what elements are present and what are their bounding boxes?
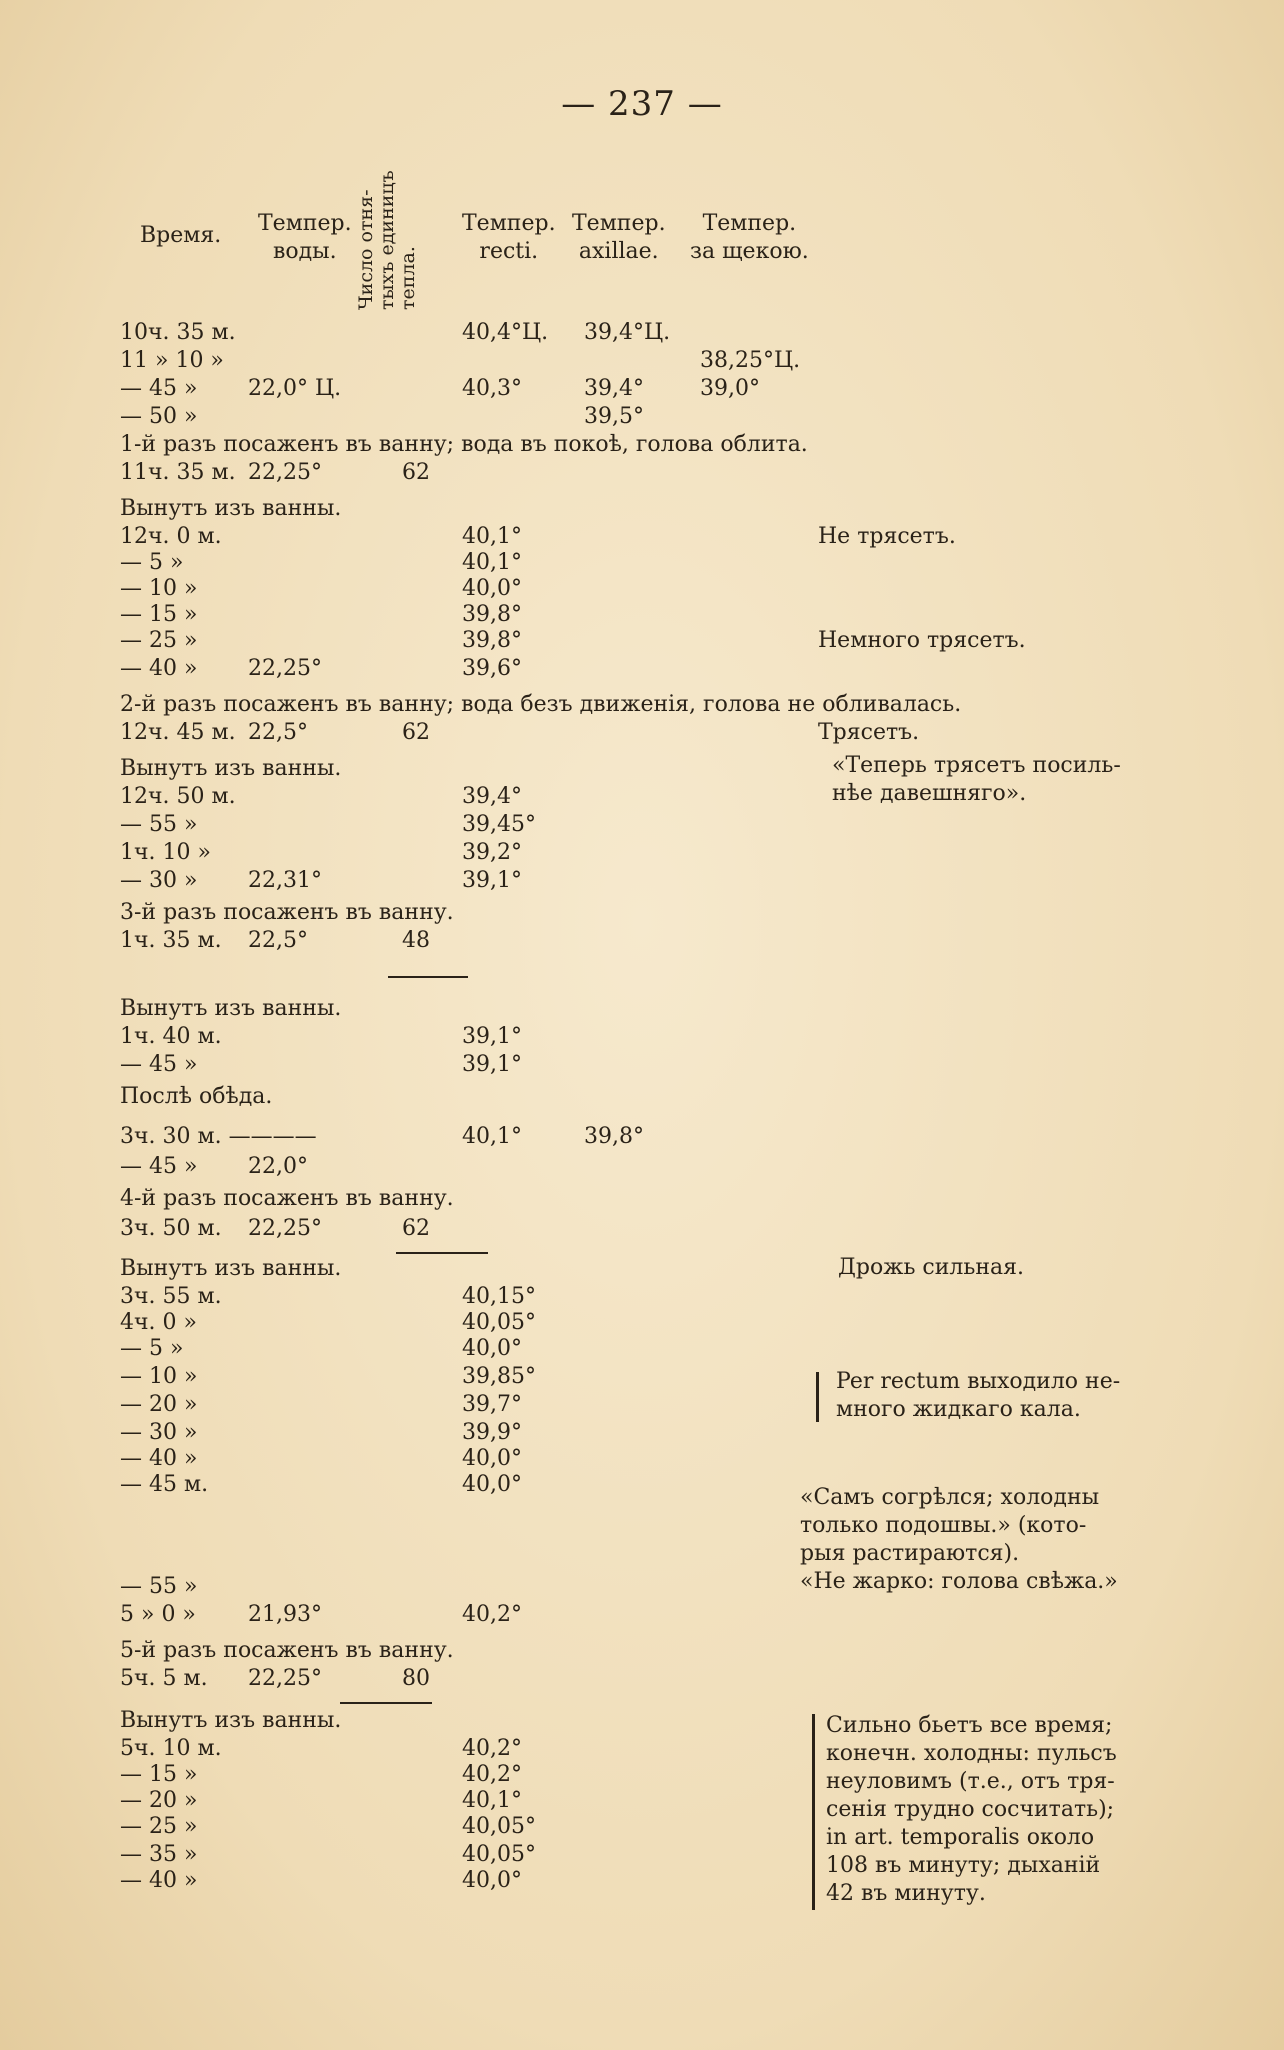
heat-units-cell: 62 (402, 720, 430, 745)
section-line: 1-й разъ посаженъ въ ванну; вода въ покоѣ, голова облита. (120, 432, 808, 457)
rectal-temp-cell: 40,3° (462, 376, 522, 401)
time-cell: 10ч. 35 м. (120, 320, 236, 345)
note-shiver-strong: Дрожь сильная. (838, 1255, 1025, 1280)
rectal-temp-cell: 40,0° (462, 576, 522, 601)
section-line: 2-й разъ посаженъ въ ванну; вода безъ движенія, голова не обливалась. (120, 692, 962, 717)
table-row (0, 810, 1284, 840)
table-row (0, 1214, 1284, 1244)
time-cell: 11ч. 35 м. (120, 460, 236, 485)
rectal-temp-cell: 39,4° (462, 784, 522, 809)
header-rectum: Темпер. recti. (462, 211, 556, 264)
time-cell: — 35 » (120, 1842, 198, 1867)
table-row (0, 1152, 1284, 1182)
water-temp-cell: 22,31° (248, 868, 322, 893)
water-temp-cell: 22,5° (248, 928, 308, 953)
note-warmed-up: «Самъ согрѣлся; холодны только подошвы.» (кото- рыя растираются). «Не жарко: голова свѣжа.» (800, 1485, 1118, 1594)
section-line: Вынутъ изъ ванны. (120, 996, 342, 1021)
time-cell: 11 » 10 » (120, 348, 224, 373)
axillary-temp-cell: 39,4°Ц. (584, 320, 671, 345)
time-cell: — 45 м. (120, 1472, 209, 1497)
time-cell: — 25 » (120, 628, 198, 653)
water-temp-cell: 22,25° (248, 460, 322, 485)
table-row (0, 1334, 1284, 1364)
rule-bath-3 (388, 976, 468, 978)
time-cell: — 55 » (120, 1574, 198, 1599)
table-row (0, 718, 1284, 748)
rectal-temp-cell: 40,0° (462, 1446, 522, 1471)
rectal-temp-cell: 40,2° (462, 1736, 522, 1761)
time-cell: 5ч. 10 м. (120, 1736, 222, 1761)
rectal-temp-cell: 39,9° (462, 1420, 522, 1445)
page-number: — 237 — (561, 84, 723, 124)
remark-cell: Трясетъ. (818, 720, 920, 745)
time-cell: — 40 » (120, 656, 198, 681)
time-cell: 3ч. 30 м. ———— (120, 1124, 317, 1149)
section-line: 5-й разъ посаженъ въ ванну. (120, 1638, 454, 1663)
rule-bath-4 (396, 1252, 488, 1254)
axillary-temp-cell: 39,5° (584, 404, 644, 429)
rectal-temp-cell: 39,1° (462, 1024, 522, 1049)
time-cell: — 25 » (120, 1814, 198, 1839)
header-axilla: Темпер. axillae. (572, 211, 666, 264)
rectal-temp-cell: 39,1° (462, 868, 522, 893)
water-temp-cell: 22,25° (248, 1666, 322, 1691)
time-cell: — 15 » (120, 602, 198, 627)
remark-cell: Не трясетъ. (818, 524, 956, 549)
header-cheek: Темпер. за щекою. (690, 211, 809, 264)
rectal-temp-cell: 40,0° (462, 1472, 522, 1497)
table-row (0, 1050, 1284, 1080)
heat-units-cell: 62 (402, 1216, 430, 1241)
time-cell: — 30 » (120, 1420, 198, 1445)
rectal-temp-cell: 40,05° (462, 1814, 536, 1839)
table-row (0, 402, 1284, 432)
table-row (0, 374, 1284, 404)
time-cell: — 40 » (120, 1446, 198, 1471)
time-cell: — 15 » (120, 1762, 198, 1787)
table-row (0, 838, 1284, 868)
header-units: Число отня- тыхъ единицъ тепла. (355, 170, 419, 310)
table-row (0, 318, 1284, 348)
time-cell: 4ч. 0 » (120, 1310, 197, 1335)
rectal-temp-cell: 40,1° (462, 1788, 522, 1813)
brace-per-rectum (816, 1372, 819, 1422)
rectal-temp-cell: 39,2° (462, 840, 522, 865)
table-row (0, 1600, 1284, 1630)
time-cell: 3ч. 50 м. (120, 1216, 222, 1241)
water-temp-cell: 22,0° Ц. (248, 376, 342, 401)
rule-bath-5 (340, 1702, 432, 1704)
heat-units-cell: 48 (402, 928, 430, 953)
section-line: Вынутъ изъ ванны. (120, 1256, 342, 1281)
water-temp-cell: 21,93° (248, 1602, 322, 1627)
rectal-temp-cell: 40,0° (462, 1868, 522, 1893)
table-row (0, 654, 1284, 684)
time-cell: — 10 » (120, 576, 198, 601)
header-time: Время. (140, 223, 222, 248)
time-cell: 1ч. 40 м. (120, 1024, 222, 1049)
table-row (0, 346, 1284, 376)
time-cell: — 20 » (120, 1392, 198, 1417)
time-cell: 12ч. 45 м. (120, 720, 236, 745)
rectal-temp-cell: 40,1° (462, 1124, 522, 1149)
table-row (0, 866, 1284, 896)
time-cell: — 45 » (120, 376, 198, 401)
time-cell: — 40 » (120, 1868, 198, 1893)
cheek-temp-cell: 39,0° (700, 376, 760, 401)
note-beats: Сильно бьетъ все время; конечн. холодны: пульсъ неуловимъ (т.е., отъ тря- сенія трудно сосчитать); in art. temporalis около 108 въ минуту; дыханій 42 въ минуту. (826, 1713, 1117, 1906)
cheek-temp-cell: 38,25°Ц. (700, 348, 801, 373)
time-cell: — 20 » (120, 1788, 198, 1813)
rectal-temp-cell: 40,2° (462, 1762, 522, 1787)
rectal-temp-cell: 39,8° (462, 602, 522, 627)
rectal-temp-cell: 40,1° (462, 550, 522, 575)
table-row (0, 626, 1284, 656)
table-row (0, 926, 1284, 956)
axillary-temp-cell: 39,8° (584, 1124, 644, 1149)
rectal-temp-cell: 39,8° (462, 628, 522, 653)
time-cell: — 5 » (120, 1336, 184, 1361)
time-cell: — 45 » (120, 1154, 198, 1179)
remark-cell: Немного трясетъ. (818, 628, 1026, 653)
rectal-temp-cell: 39,85° (462, 1364, 536, 1389)
water-temp-cell: 22,25° (248, 1216, 322, 1241)
table-row (0, 1022, 1284, 1052)
time-cell: 5ч. 5 м. (120, 1666, 208, 1691)
time-cell: — 5 » (120, 550, 184, 575)
table-row (0, 1664, 1284, 1694)
section-line: Вынутъ изъ ванны. (120, 496, 342, 521)
rectal-temp-cell: 40,1° (462, 524, 522, 549)
axillary-temp-cell: 39,4° (584, 376, 644, 401)
water-temp-cell: 22,25° (248, 656, 322, 681)
table-row (0, 458, 1284, 488)
heat-units-cell: 62 (402, 460, 430, 485)
rectal-temp-cell: 40,2° (462, 1602, 522, 1627)
water-temp-cell: 22,0° (248, 1154, 308, 1179)
table-row (0, 1122, 1284, 1152)
section-line: Послѣ обѣда. (120, 1084, 273, 1109)
time-cell: 12ч. 50 м. (120, 784, 236, 809)
section-line: Вынутъ изъ ванны. (120, 1708, 342, 1733)
rectal-temp-cell: 39,1° (462, 1052, 522, 1077)
water-temp-cell: 22,5° (248, 720, 308, 745)
rectal-temp-cell: 40,15° (462, 1284, 536, 1309)
header-water: Темпер. воды. (258, 211, 352, 264)
rectal-temp-cell: 39,7° (462, 1392, 522, 1417)
heat-units-cell: 80 (402, 1666, 430, 1691)
time-cell: — 55 » (120, 812, 198, 837)
rectal-temp-cell: 39,6° (462, 656, 522, 681)
section-line: 4-й разъ посаженъ въ ванну. (120, 1186, 454, 1211)
section-line: Вынутъ изъ ванны. (120, 756, 342, 781)
note-shaking-stronger: «Теперь трясетъ посиль- нѣе давешняго». (832, 753, 1121, 806)
time-cell: — 30 » (120, 868, 198, 893)
rectal-temp-cell: 39,45° (462, 812, 536, 837)
rectal-temp-cell: 40,05° (462, 1842, 536, 1867)
time-cell: 5 » 0 » (120, 1602, 196, 1627)
time-cell: 1ч. 10 » (120, 840, 211, 865)
time-cell: — 50 » (120, 404, 198, 429)
brace-beats (812, 1714, 815, 1910)
rectal-temp-cell: 40,4°Ц. (462, 320, 549, 345)
note-per-rectum: Per rectum выходило не- много жидкаго кала. (836, 1369, 1121, 1422)
rectal-temp-cell: 40,0° (462, 1336, 522, 1361)
time-cell: 3ч. 55 м. (120, 1284, 222, 1309)
section-line: 3-й разъ посаженъ въ ванну. (120, 900, 454, 925)
time-cell: — 10 » (120, 1364, 198, 1389)
rectal-temp-cell: 40,05° (462, 1310, 536, 1335)
time-cell: 1ч. 35 м. (120, 928, 222, 953)
time-cell: — 45 » (120, 1052, 198, 1077)
time-cell: 12ч. 0 м. (120, 524, 222, 549)
